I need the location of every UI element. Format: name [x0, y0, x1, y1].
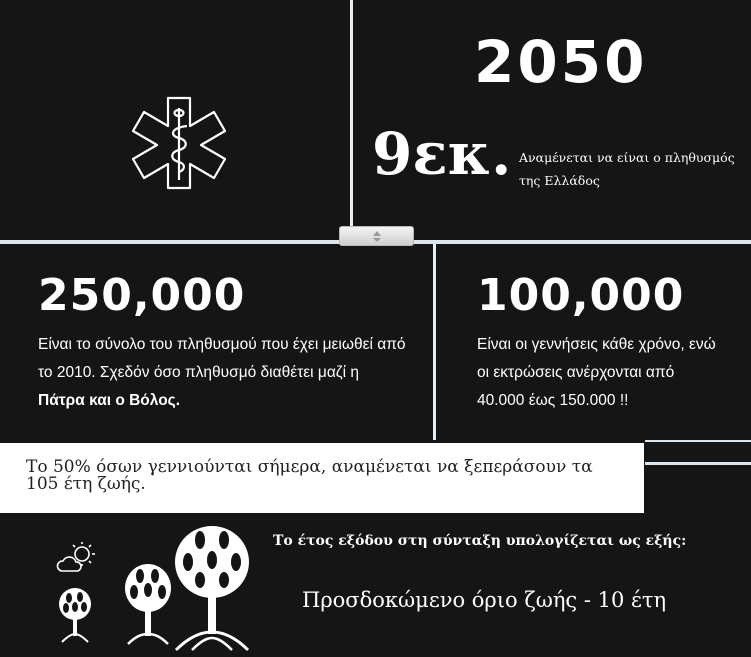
star-of-life-icon: [130, 96, 228, 195]
number-100000: 100,000: [477, 270, 685, 321]
lifespan-banner-text: Το 50% όσων γεννιούνται σήμερα, αναμένεται να ξεπεράσουν τα 105 έτη ζωής.: [26, 457, 593, 494]
scroll-handle[interactable]: [339, 226, 414, 246]
tree-icon-small: [56, 586, 94, 651]
divider-top-vertical: [350, 0, 353, 234]
divider-right-short: [645, 440, 751, 442]
tree-icon-large: [172, 524, 252, 657]
sun-cloud-icon: [56, 540, 100, 581]
tree-icon-medium: [122, 562, 174, 653]
year-2050: 2050: [474, 28, 648, 96]
births-text: Είναι οι γεννήσεις κάθε χρόνο, ενώ οι εκτρώσεις ανέρχονται από 40.000 έως 150.000 !!: [477, 336, 716, 409]
population-caption: Αναμένεται να είναι ο πληθυσμός της Ελλάδος: [519, 150, 735, 188]
population-decline-text-main: Είναι το σύνολο του πληθυσμού που έχει μειωθεί από το 2010. Σχεδόν όσο πληθυσμό διαθέτει μαζί η: [38, 336, 406, 381]
divider-right-short-2: [645, 462, 751, 465]
retirement-formula: Προσδοκώμενο όριο ζωής - 10 έτη: [302, 588, 667, 612]
divider-mid-vertical: [433, 244, 436, 440]
population-9m: 9εκ.: [372, 120, 512, 188]
retirement-heading: Το έτος εξόδου στη σύνταξη υπολογίζεται ως εξής:: [273, 533, 687, 549]
population-decline-text: [38, 331, 408, 415]
lifespan-banner: [0, 443, 644, 513]
number-250000: 250,000: [38, 270, 246, 321]
population-decline-text-bold: Πάτρα και ο Βόλος.: [38, 392, 181, 409]
